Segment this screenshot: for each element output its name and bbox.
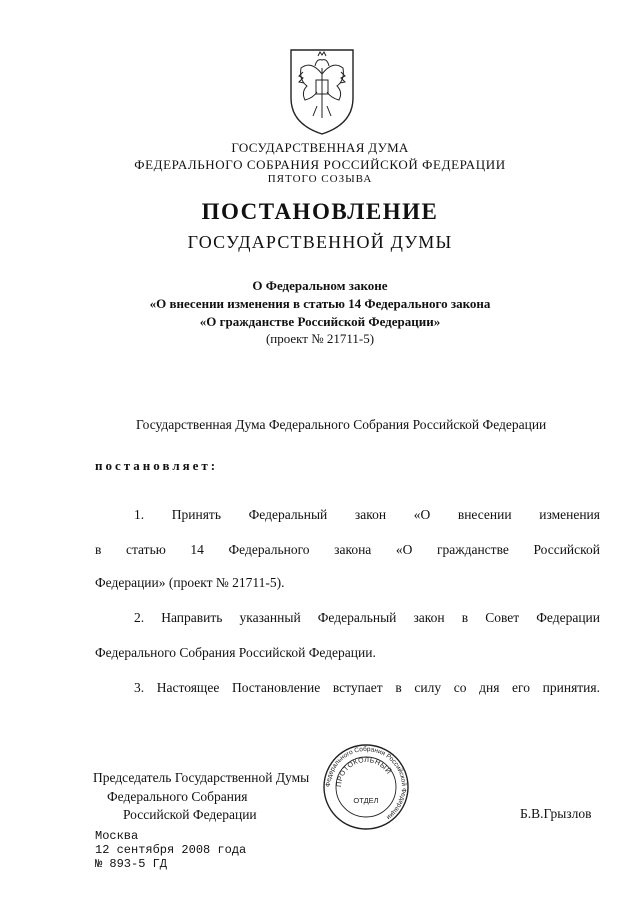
org-name-line-1: ГОСУДАРСТВЕННАЯ ДУМА [231, 140, 409, 155]
signatory-name: Б.В.Грызлов [520, 806, 592, 821]
stamp-inner-text: ПРОТОКОЛЬНЫЙ [335, 756, 392, 788]
item-3-line-1: 3. Настоящее Постановление вступает в силу со дня его принятия. [134, 680, 600, 695]
preamble-text: Государственная Дума Федерального Собрания Российской Федерации [136, 417, 547, 432]
document-date: 12 сентября 2008 года [95, 843, 247, 857]
stamp-outer-text: Федерального Собрания Российской Федерации [324, 745, 408, 821]
svg-text:ПРОТОКОЛЬНЫЙ [336, 757, 394, 787]
document-title: ПОСТАНОВЛЕНИЕ [201, 199, 439, 224]
convocation-line: ПЯТОГО СОЗЫВА [267, 173, 373, 185]
org-name-line-2: ФЕДЕРАЛЬНОГО СОБРАНИЯ РОССИЙСКОЙ ФЕДЕРАЦИИ [134, 157, 506, 172]
signatory-title-line-3: Российской Федерации [123, 807, 257, 822]
signatory-title-line-1: Председатель Государственной Думы [93, 770, 310, 785]
subject-line-2: «О внесении изменения в статью 14 Федерального закона [149, 296, 491, 311]
subject-line-3: «О гражданстве Российской Федерации» [199, 314, 441, 329]
item-1-line-3: Федерации» (проект № 21711-5). [95, 575, 285, 590]
protocol-department-stamp [322, 743, 410, 831]
item-1-line-1: 1. Принять Федеральный закон «О внесении изменения [134, 507, 600, 522]
signatory-title-line-2: Федерального Собрания [107, 789, 248, 804]
document-subtitle: ГОСУДАРСТВЕННОЙ ДУМЫ [187, 232, 453, 252]
project-number: (проект № 21711-5) [265, 331, 375, 346]
item-1-line-2: в статью 14 Федерального закона «О гражданстве Российской [95, 542, 600, 557]
item-2-line-1: 2. Направить указанный Федеральный закон в Совет Федерации [134, 610, 600, 625]
item-2-line-2: Федерального Собрания Российской Федерации. [95, 645, 376, 660]
stamp-center-text: ОТДЕЛ [353, 796, 379, 805]
document-number: № 893-5 ГД [95, 857, 168, 871]
place-city: Москва [95, 829, 139, 843]
subject-line-1: О Федеральном законе [252, 278, 388, 293]
resolves-word: постановляет: [95, 458, 219, 473]
coat-of-arms-emblem [287, 46, 357, 138]
